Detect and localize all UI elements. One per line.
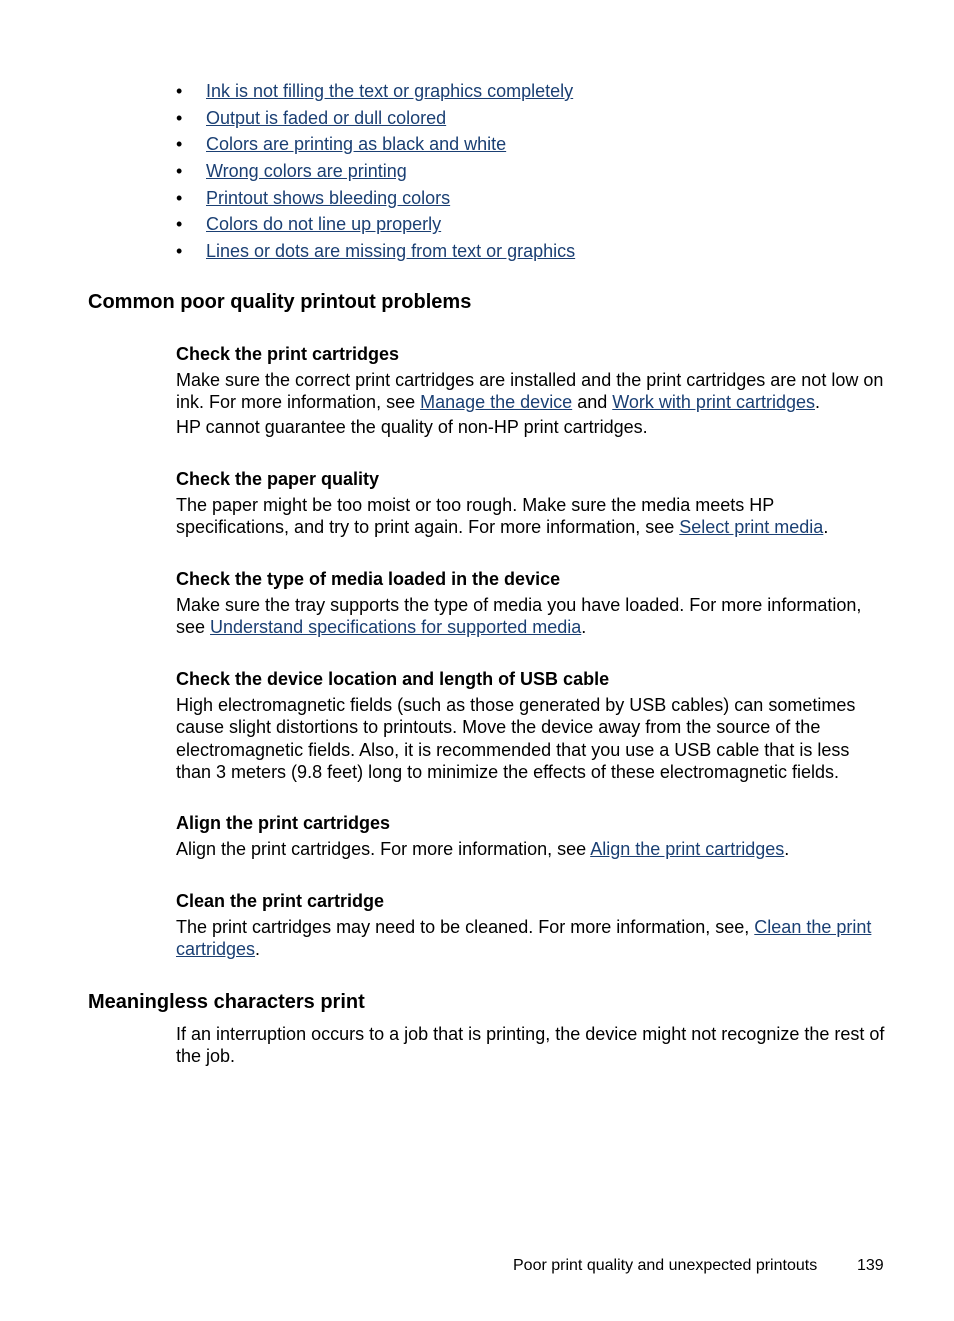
bullet-icon: • (176, 81, 183, 101)
text-run: and (572, 392, 613, 413)
subsection-heading: Check the paper quality (176, 469, 380, 489)
link-bleeding-colors[interactable]: Printout shows bleeding colors (206, 187, 451, 208)
link-work-with-cartridges[interactable]: Work with print cartridges (612, 392, 815, 413)
bullet-icon: • (176, 214, 183, 235)
list-item (176, 105, 575, 132)
footer-chapter-title: Poor print quality and unexpected printouts (513, 1257, 818, 1274)
section-heading-poor-quality: Common poor quality printout problems (88, 291, 472, 313)
subsection-check-cartridges (176, 343, 886, 438)
subsection-heading: Align the print cartridges (176, 813, 391, 833)
link-ink-not-filling[interactable]: Ink is not filling the text or graphics completely (206, 81, 574, 101)
paragraph (176, 916, 886, 961)
bullet-icon: • (176, 241, 183, 262)
paragraph: If an interruption occurs to a job that is printing, the device might not recognize the rest of the job. (176, 1024, 885, 1067)
text-run: Align the print cartridges. For more information, see (176, 839, 591, 859)
subsection-check-paper (176, 468, 886, 539)
text-run: Make sure the correct print cartridges are installed and the print cartridges are not low on ink. For more information, see (176, 370, 884, 413)
subsection-heading: Check the print cartridges (176, 344, 400, 364)
text-run: The print cartridges may need to be cleaned. For more information, see, (176, 917, 755, 937)
link-select-print-media[interactable]: Select print media (679, 517, 824, 538)
text-run: Make sure the tray supports the type of media you have loaded. For more information, see (176, 595, 862, 638)
bullet-icon: • (176, 134, 183, 155)
topic-link-list (176, 78, 575, 265)
link-colors-not-lined-up[interactable]: Colors do not line up properly (206, 214, 442, 235)
subsection-clean-cartridge (176, 890, 886, 961)
link-lines-dots-missing[interactable]: Lines or dots are missing from text or graphics (206, 241, 576, 262)
paragraph (176, 838, 886, 860)
list-item (176, 238, 575, 265)
list-item (176, 211, 575, 238)
text-run: . (823, 517, 829, 538)
bullet-icon: • (176, 187, 183, 208)
footer-page-number: 139 (857, 1257, 884, 1274)
paragraph (176, 369, 886, 414)
subsection-check-media-type (176, 568, 886, 639)
bullet-icon: • (176, 161, 183, 182)
subsection-align-cartridges (176, 812, 886, 860)
section-heading-meaningless-characters: Meaningless characters print (88, 991, 365, 1013)
link-output-faded[interactable]: Output is faded or dull colored (206, 107, 447, 128)
text-run: . (814, 392, 820, 413)
link-align-cartridges[interactable]: Align the print cartridges (590, 839, 785, 859)
link-manage-device[interactable]: Manage the device (420, 392, 573, 413)
subsection-heading: Clean the print cartridge (176, 891, 385, 911)
subsection-heading: Check the device location and length of USB cable (176, 669, 610, 689)
list-item (176, 185, 575, 212)
paragraph: High electromagnetic fields (such as those generated by USB cables) can sometimes cause slight distortions to printouts. Move the device away from the source of the electromagnetic fields. Also, it is recommended that you use a USB cable that is less than 3 meters (9.8 feet) long to minimize the effects of these electromagnetic fields. (176, 695, 856, 782)
list-item (176, 131, 575, 158)
text-run: . (784, 839, 790, 859)
section-meaningless-body (176, 1023, 886, 1068)
subsection-check-usb (176, 668, 886, 783)
text-run: The paper might be too moist or too rough. Make sure the media meets HP specifications, and try to print again. For more information, see (176, 495, 774, 538)
paragraph: HP cannot guarantee the quality of non-HP print cartridges. (176, 416, 648, 437)
link-colors-black-white[interactable]: Colors are printing as black and white (206, 134, 507, 155)
text-run: . (581, 617, 587, 638)
bullet-icon: • (176, 107, 183, 128)
link-wrong-colors[interactable]: Wrong colors are printing (206, 161, 407, 182)
text-run: . (255, 939, 261, 960)
list-item (176, 158, 575, 185)
paragraph (176, 494, 886, 539)
link-understand-specifications[interactable]: Understand specifications for supported media (210, 617, 582, 638)
link-clean-cartridges[interactable]: Clean the print cartridges (176, 917, 872, 960)
list-item (176, 78, 575, 105)
paragraph (176, 594, 886, 639)
subsection-heading: Check the type of media loaded in the device (176, 569, 561, 589)
